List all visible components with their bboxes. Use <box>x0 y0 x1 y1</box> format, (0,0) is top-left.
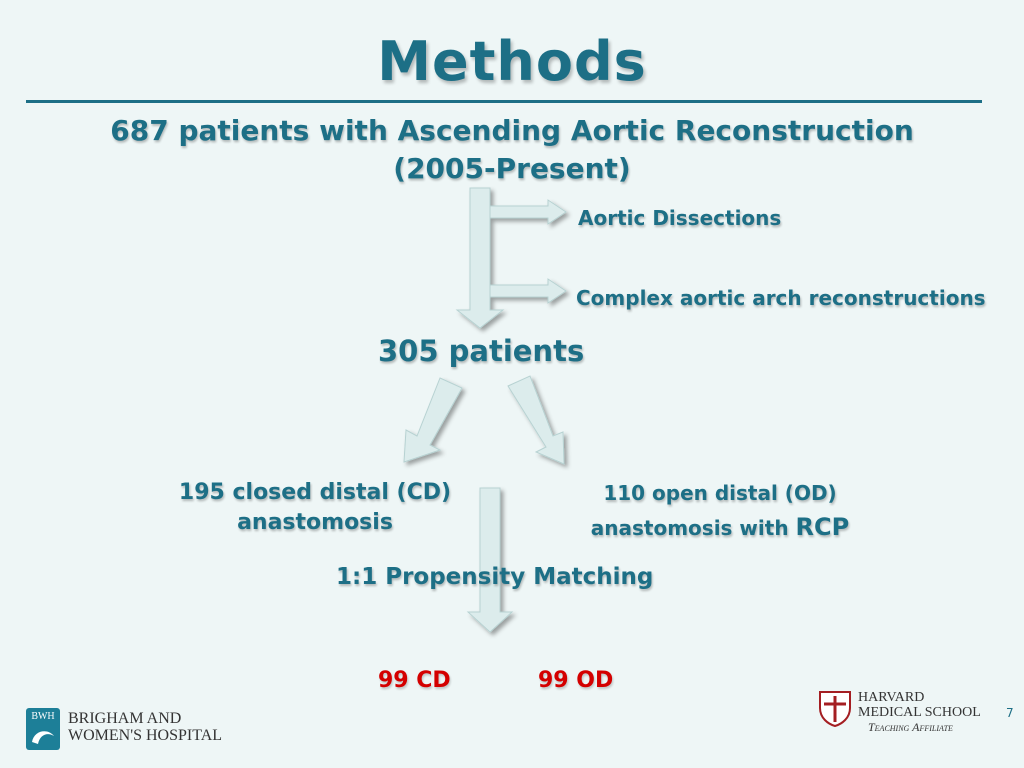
cohort-count: 305 patients <box>378 334 585 368</box>
result-cd: 99 CD <box>378 668 451 693</box>
diagonal-arrow-left <box>404 378 462 462</box>
hms-logo-text <box>858 690 981 735</box>
group-open-distal <box>560 476 880 545</box>
hms-text-line-2: MEDICAL SCHOOL <box>858 705 981 720</box>
exclusion-aortic-dissections: Aortic Dissections <box>578 206 782 230</box>
harvard-shield-icon <box>818 690 852 728</box>
bwh-swirl-icon <box>26 722 60 748</box>
bwh-text-line-1: BRIGHAM AND <box>68 710 182 727</box>
bwh-logo-text <box>68 710 222 744</box>
group-cd-line-1: 195 closed distal (CD) <box>178 480 452 505</box>
headline-line-2: (2005-Present) <box>393 152 631 185</box>
page-number: 7 <box>1006 706 1014 720</box>
group-cd-line-2: anastomosis <box>237 510 393 535</box>
bwh-text-line-2: WOMEN'S HOSPITAL <box>68 727 223 744</box>
exclusion-complex-arch: Complex aortic arch reconstructions <box>576 286 986 310</box>
headline-line-1: 687 patients with Ascending Aortic Reconstruction <box>110 114 914 147</box>
group-od-line-2-prefix: anastomosis with <box>590 516 796 540</box>
hms-text-line-1: HARVARD <box>858 690 925 705</box>
branch-arrow-dissections <box>490 200 566 224</box>
group-od-line-1: 110 open distal (OD) <box>603 481 837 505</box>
group-od-line-2-rcp: RCP <box>795 513 850 541</box>
diagonal-arrow-right <box>508 376 564 464</box>
group-od-line-2 <box>560 510 880 545</box>
group-closed-distal <box>150 478 480 538</box>
bwh-mark-text: BWH <box>31 711 55 722</box>
propensity-matching-label: 1:1 Propensity Matching <box>336 564 654 590</box>
bwh-logo-mark <box>26 708 60 750</box>
slide-title: Methods <box>377 30 647 93</box>
result-od: 99 OD <box>538 668 614 693</box>
branch-arrow-complex <box>490 279 566 303</box>
hms-text-line-3: Teaching Affiliate <box>868 720 953 734</box>
